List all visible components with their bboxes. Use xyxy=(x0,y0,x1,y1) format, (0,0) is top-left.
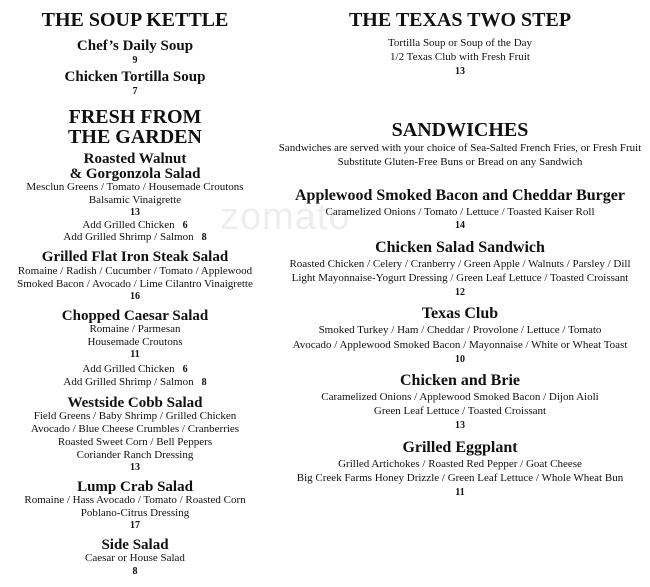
menu-item-description: Caramelized Onions / Tomato / Lettuce / Toasted Kaiser Roll xyxy=(325,206,595,218)
menu-item-name: Texas Club xyxy=(421,305,499,322)
two-step-price: 13 xyxy=(455,66,465,77)
garden-title-line-1: FRESH FROM xyxy=(68,106,202,128)
menu-item-price: 13 xyxy=(130,462,140,473)
menu-item-price: 16 xyxy=(130,291,140,302)
menu-item-description: Caesar or House Salad xyxy=(85,552,185,564)
sandwiches-title: SANDWICHES xyxy=(391,119,529,141)
menu-item-description: Field Greens / Baby Shrimp / Grilled Chicken xyxy=(33,410,237,422)
menu-item-price: 9 xyxy=(132,55,138,66)
watermark-logo: zomato xyxy=(220,196,351,238)
menu-item-name: Grilled Eggplant xyxy=(402,439,518,456)
menu-item-description: Romaine / Parmesan xyxy=(89,323,181,335)
menu-item-price: 13 xyxy=(130,207,140,218)
menu-item-name: Grilled Flat Iron Steak Salad xyxy=(41,249,229,265)
sandwiches-note: Substitute Gluten-Free Buns or Bread on any Sandwich xyxy=(337,156,583,168)
addon-label: Add Grilled Shrimp / Salmon xyxy=(63,231,194,243)
menu-item-description: Light Mayonnaise-Yogurt Dressing / Green Leaf Lettuce / Toasted Croissant xyxy=(291,272,629,284)
menu-item-name: Chicken Salad Sandwich xyxy=(375,239,545,256)
addon-price: 8 xyxy=(201,377,207,388)
menu-item-name: Chicken Tortilla Soup xyxy=(64,69,206,85)
addon-label: Add Grilled Chicken xyxy=(82,219,175,231)
menu-item-description: Romaine / Radish / Cucumber / Tomato / Applewood xyxy=(17,265,253,277)
menu-item-name: Chopped Caesar Salad xyxy=(61,308,209,324)
addon-price: 8 xyxy=(201,232,207,243)
menu-item-description: Smoked Bacon / Avocado / Lime Cilantro Vinaigrette xyxy=(17,278,253,290)
menu-item-name: Applewood Smoked Bacon and Cheddar Burger xyxy=(295,187,625,204)
menu-item-price: 10 xyxy=(455,354,465,365)
menu-item-price: 13 xyxy=(455,420,465,431)
menu-item-price: 8 xyxy=(132,566,138,577)
menu-item-description: Mesclun Greens / Tomato / Housemade Croutons xyxy=(26,181,244,193)
menu-item-price: 11 xyxy=(455,487,465,498)
menu-item-description: Avocado / Applewood Smoked Bacon / Mayonnaise / White or Wheat Toast xyxy=(292,339,628,351)
menu-item-description: Caramelized Onions / Applewood Smoked Bacon / Dijon Aioli xyxy=(321,391,599,403)
menu-item-description: Balsamic Vinaigrette xyxy=(88,194,182,206)
menu-item-price: 17 xyxy=(130,520,140,531)
menu-item-price: 7 xyxy=(132,86,138,97)
menu-item-description: Housemade Croutons xyxy=(87,336,183,348)
menu-item-price: 14 xyxy=(455,220,465,231)
menu-item-name: Side Salad xyxy=(101,537,169,553)
menu-item-name: & Gorgonzola Salad xyxy=(69,166,201,182)
menu-item-description: Coriander Ranch Dressing xyxy=(76,449,194,461)
menu-item-description: Smoked Turkey / Ham / Cheddar / Provolone / Lettuce / Tomato xyxy=(318,324,602,336)
menu-item-name: Roasted Walnut xyxy=(83,151,187,167)
sandwiches-note: Sandwiches are served with your choice of Sea-Salted French Fries, or Fresh Fruit xyxy=(278,142,642,154)
addon-line xyxy=(0,376,270,389)
menu-item-description: Romaine / Hass Avocado / Tomato / Roasted Corn xyxy=(24,494,246,506)
menu-item-name: Westside Cobb Salad xyxy=(67,395,203,411)
menu-item-name: Chef’s Daily Soup xyxy=(76,38,194,54)
soup-kettle-title: THE SOUP KETTLE xyxy=(41,9,229,31)
menu-item-description: Green Leaf Lettuce / Toasted Croissant xyxy=(373,405,547,417)
menu-item-price: 11 xyxy=(130,349,140,360)
addon-line xyxy=(0,363,270,376)
menu-item-description: Roasted Sweet Corn / Bell Peppers xyxy=(57,436,213,448)
addon-price: 6 xyxy=(182,364,188,375)
two-step-description: 1/2 Texas Club with Fresh Fruit xyxy=(390,51,530,63)
menu-item-description: Poblano-Citrus Dressing xyxy=(80,507,190,519)
menu-item-description: Grilled Artichokes / Roasted Red Pepper / Goat Cheese xyxy=(338,458,582,470)
addon-label: Add Grilled Shrimp / Salmon xyxy=(63,376,194,388)
menu-item-description: Big Creek Farms Honey Drizzle / Green Leaf Lettuce / Whole Wheat Bun xyxy=(296,472,624,484)
two-step-title: THE TEXAS TWO STEP xyxy=(348,9,572,31)
menu-item-description: Roasted Chicken / Celery / Cranberry / Green Apple / Walnuts / Parsley / Dill xyxy=(289,258,631,270)
two-step-description: Tortilla Soup or Soup of the Day xyxy=(387,37,533,49)
menu-item-name: Lump Crab Salad xyxy=(77,479,193,495)
addon-price: 6 xyxy=(182,220,188,231)
addon-label: Add Grilled Chicken xyxy=(82,363,175,375)
menu-item-name: Chicken and Brie xyxy=(399,372,520,389)
menu-item-description: Avocado / Blue Cheese Crumbles / Cranberries xyxy=(30,423,240,435)
menu-item-price: 12 xyxy=(455,287,465,298)
garden-title-line-2: THE GARDEN xyxy=(68,126,202,148)
addon-line xyxy=(0,231,270,244)
